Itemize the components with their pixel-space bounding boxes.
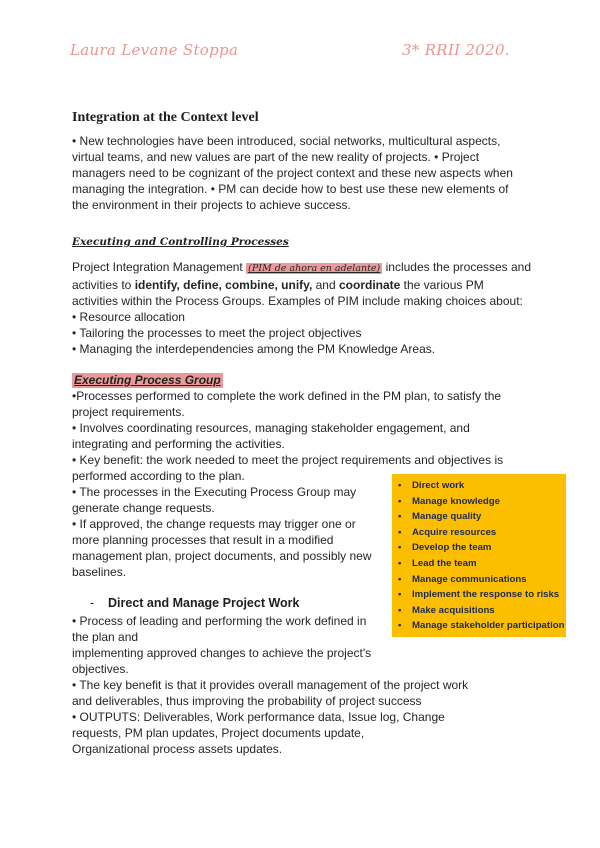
exec-line: • Key benefit: the work needed to meet the project requirements and objectives is [72, 453, 504, 467]
direct-manage-text [72, 613, 468, 757]
pim-text: the various PM [400, 278, 484, 292]
process-item: • Implement the response to risks [398, 589, 560, 601]
process-item-label: Develop the team [412, 542, 492, 554]
process-item-label: Make acquisitions [412, 604, 495, 616]
context-line: virtual teams, and new values are part of the new reality of projects. • Project [72, 150, 480, 164]
dm-line: the plan and [72, 630, 139, 644]
exec-line: project requirements. [72, 405, 185, 419]
pim-paragraph [72, 259, 531, 357]
process-item-label: Manage communications [412, 573, 527, 585]
section-title: Integration at the Context level [72, 110, 259, 125]
context-line: • New technologies have been introduced, social networks, multicultural aspects, [72, 134, 501, 148]
pim-text: and [312, 278, 339, 292]
process-item-label: Manage stakeholder participation [412, 620, 565, 632]
pim-bullet: • Tailoring the processes to meet the project objectives [72, 326, 362, 340]
context-paragraph [72, 133, 513, 213]
exec-line: integrating and performing the activities. [72, 437, 285, 451]
dm-line: requests, PM plan updates, Project documents update, [72, 726, 365, 740]
process-item: • Manage stakeholder participation [398, 620, 565, 632]
dm-line: Organizational process assets updates. [72, 742, 283, 756]
process-item: • Manage knowledge [398, 495, 500, 507]
context-line: the environment in their projects to achieve success. [72, 198, 351, 212]
pim-bold: identify, define, combine, unify, [134, 278, 313, 292]
pim-line-1 [72, 259, 531, 277]
pim-bullet: • Managing the interdependencies among the PM Knowledge Areas. [72, 342, 436, 356]
exec-line: generate change requests. [72, 501, 215, 515]
header-course: 3* RRII 2020. [402, 41, 510, 59]
process-item: • Develop the team [398, 542, 492, 554]
process-item: • Acquire resources [398, 526, 497, 538]
dm-line: • Process of leading and performing the work defined in [72, 614, 367, 628]
executing-heading: Executing and Controlling Processes [72, 236, 289, 248]
process-item-label: Manage quality [412, 511, 482, 523]
dm-line: objectives. [72, 662, 129, 676]
process-item-label: Lead the team [412, 557, 477, 569]
exec-line: performed according to the plan. [72, 469, 245, 483]
process-item-label: Implement the response to risks [412, 589, 560, 601]
direct-manage-title-text: Direct and Manage Project Work [108, 596, 300, 610]
dash-marker: - [90, 596, 95, 610]
pim-text: activities to [72, 278, 135, 292]
process-item: • Manage communications [398, 573, 527, 585]
dm-line: • The key benefit is that it provides overall management of the project work [72, 678, 469, 692]
pim-text: Project Integration Management [72, 260, 247, 274]
pim-bold: coordinate [338, 278, 401, 292]
direct-manage-title [90, 596, 300, 610]
exec-line: baselines. [72, 565, 127, 579]
dm-line: and deliverables, thus improving the probability of project success [72, 694, 422, 708]
exec-line: management plan, project documents, and possibly new [72, 549, 372, 563]
exec-line: • If approved, the change requests may trigger one or [72, 517, 356, 531]
pim-line-3: activities within the Process Groups. Examples of PIM include making choices about: [72, 294, 523, 308]
pim-text: includes the processes and [382, 260, 532, 274]
process-item: • Make acquisitions [398, 604, 495, 616]
process-item-label: Manage knowledge [412, 495, 500, 507]
exec-line: •Processes performed to complete the work defined in the PM plan, to satisfy the [72, 389, 502, 403]
pim-bullet: • Resource allocation [72, 310, 185, 324]
process-item: • Lead the team [398, 557, 477, 569]
pim-line-2 [72, 277, 531, 293]
process-item: • Manage quality [398, 511, 482, 523]
exec-line: • The processes in the Executing Process Group may [72, 485, 357, 499]
process-item-label: Acquire resources [412, 526, 497, 538]
process-list [398, 478, 566, 634]
process-item: • Direct work [398, 480, 465, 491]
context-line: managers need to be cognizant of the project context and these new aspects when [72, 166, 513, 180]
exec-line: more planning processes that result in a modified [72, 533, 334, 547]
process-item-label: Direct work [412, 480, 465, 491]
pim-highlight: (PIM de ahora en adelante) [248, 263, 381, 274]
dm-line: • OUTPUTS: Deliverables, Work performance data, Issue log, Change [72, 710, 445, 724]
context-line: managing the integration. • PM can decide how to best use these new elements of [72, 182, 509, 196]
executing-group-label: Executing Process Group [74, 373, 221, 387]
exec-line: • Involves coordinating resources, managing stakeholder engagement, and [72, 421, 470, 435]
dm-line: implementing approved changes to achieve the project's [72, 646, 372, 660]
header-author: Laura Levane Stoppa [70, 41, 239, 59]
